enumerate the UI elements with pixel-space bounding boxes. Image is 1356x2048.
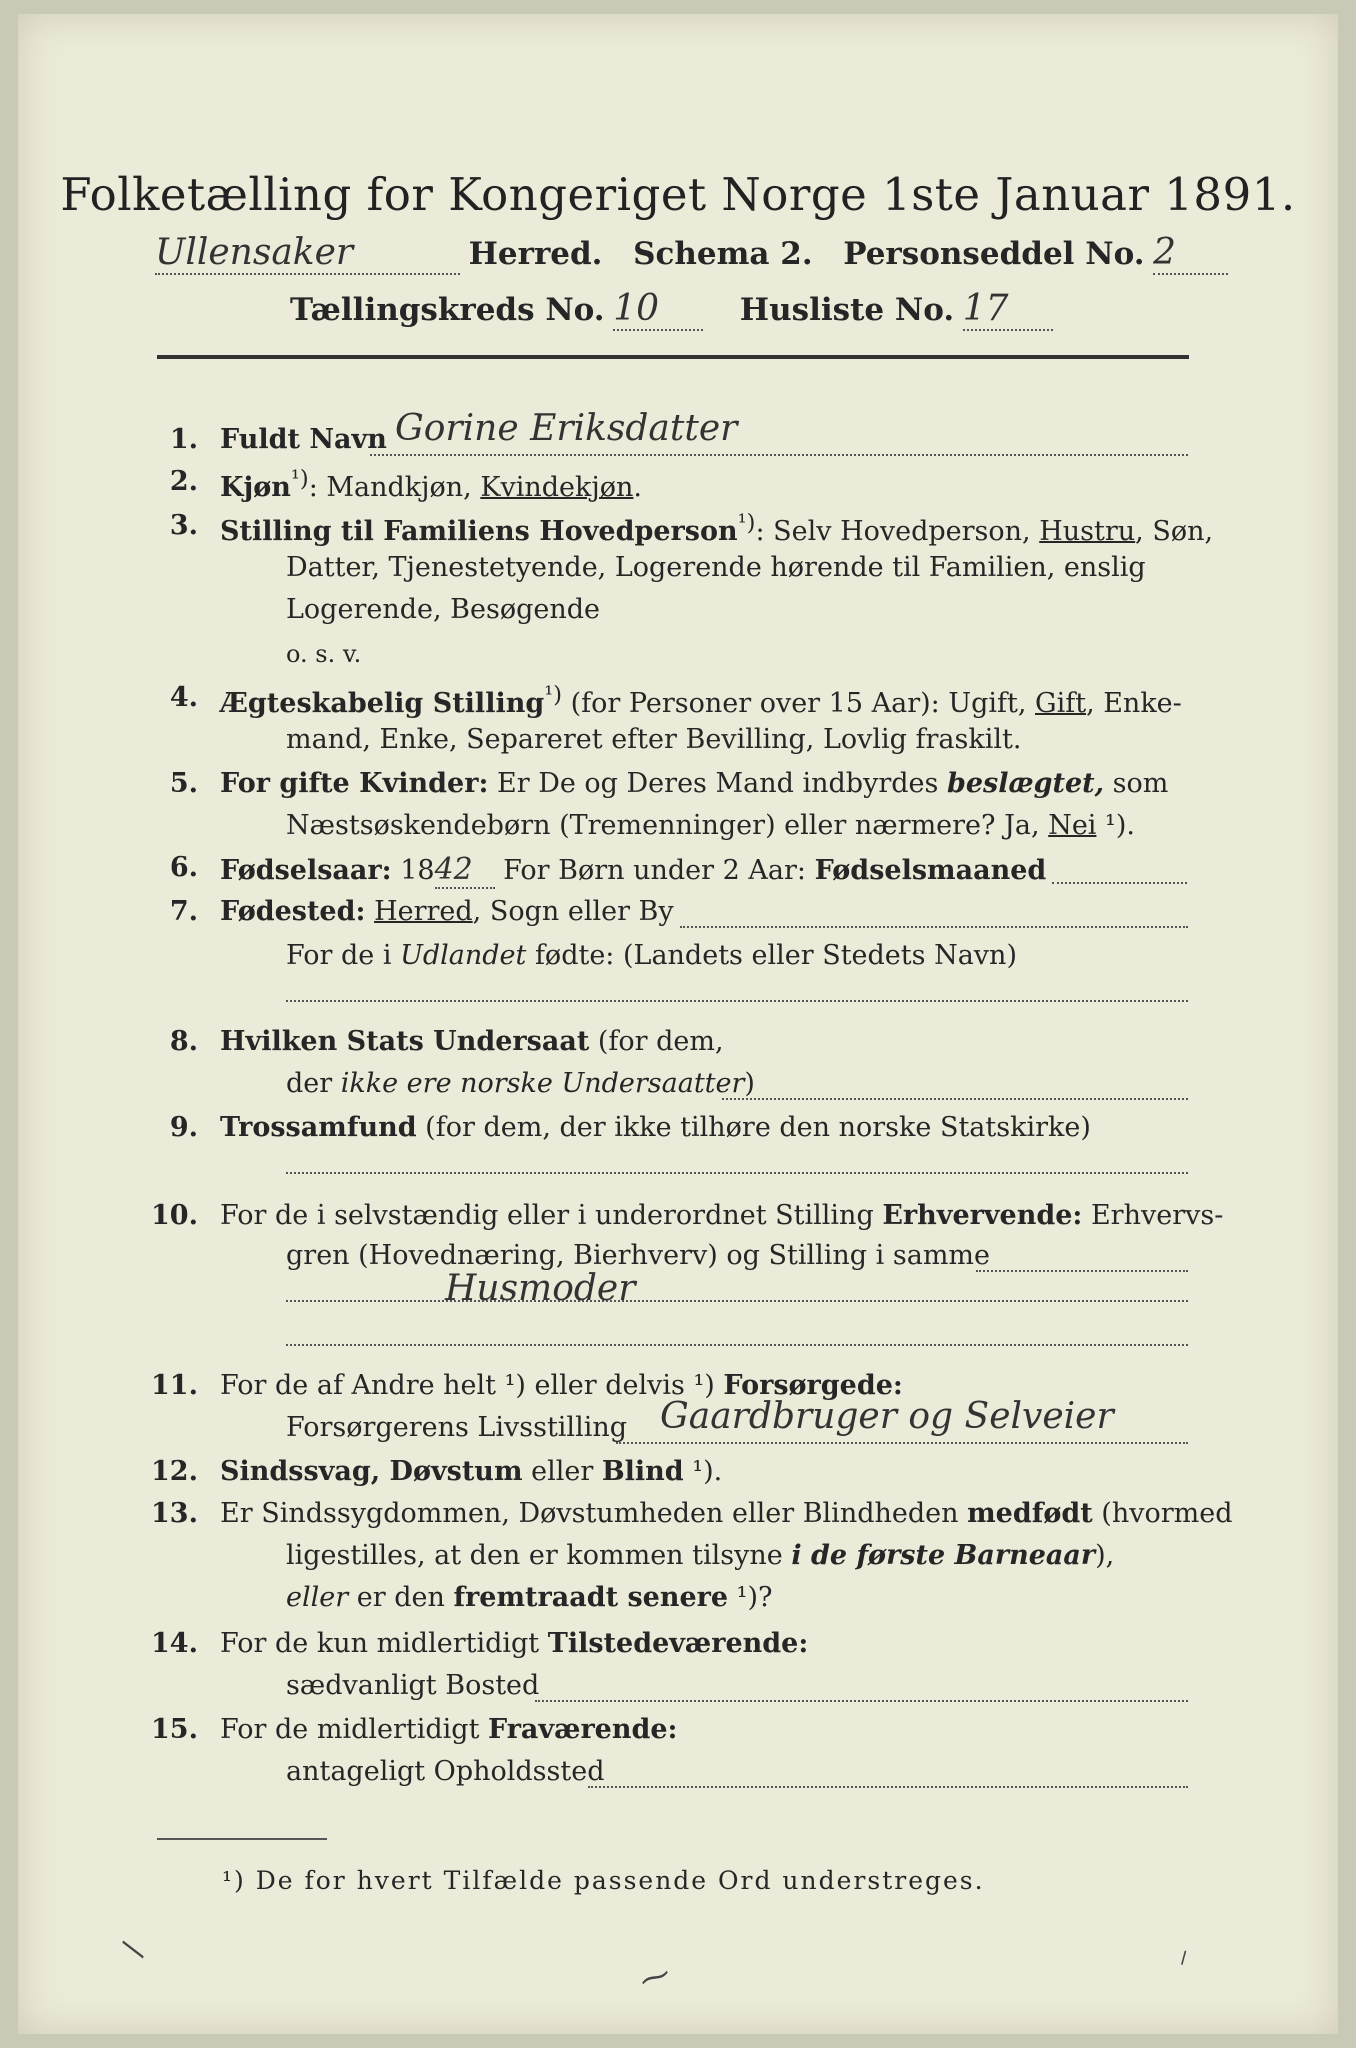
q15-field-line [588, 1786, 1188, 1788]
header-rule [157, 355, 1189, 359]
q6-number: 6. [169, 852, 198, 883]
q15-line: For de midlertidigt Fraværende: [220, 1714, 678, 1745]
personseddel-label: Personseddel No. [843, 236, 1145, 272]
husliste-value: 17 [963, 288, 1053, 331]
q11-number: 11. [151, 1370, 198, 1401]
q10-field-line2 [286, 1300, 1188, 1302]
q10-field-line3 [286, 1344, 1188, 1346]
q7-selected: Herred [374, 896, 473, 927]
q7-field-line2 [286, 1000, 1188, 1002]
kreds-line [290, 288, 1053, 331]
q5-selected: Nei [1048, 810, 1097, 841]
q7-number: 7. [169, 896, 198, 927]
q11-value: Gaardbruger og Selveier [660, 1396, 1114, 1437]
footnote: ¹) De for hvert Tilfælde passende Ord understreges. [222, 1866, 985, 1895]
pen-mark: ⁓ [634, 1955, 676, 2000]
q10-line: For de i selvstændig eller i underordnet Stilling Erhvervende: Erhvervs- [220, 1200, 1224, 1231]
q1-value: Gorine Eriksdatter [395, 408, 738, 449]
q11-line2: Forsørgerens Livsstilling [286, 1412, 628, 1443]
q14-field-line [535, 1700, 1188, 1702]
q1-number: 1. [169, 424, 198, 455]
schema-label: Schema 2. [633, 236, 813, 272]
q14-line: For de kun midlertidigt Tilstedeværende: [220, 1628, 809, 1659]
q7-line2: For de i Udlandet fødte: (Landets eller Stedets Navn) [286, 940, 1017, 971]
kreds-label: Tællingskreds No. [290, 292, 605, 328]
q3-line3: Logerende, Besøgende [286, 594, 600, 625]
q8-field-line [722, 1098, 1188, 1100]
q4-selected: Gift [1035, 688, 1087, 719]
q12-number: 12. [151, 1456, 198, 1487]
q3-line2: Datter, Tjenestetyende, Logerende hørende til Familien, enslig [286, 552, 1146, 583]
q3-line4: o. s. v. [286, 640, 362, 668]
herred-line [155, 232, 1228, 275]
herred-label: Herred. [468, 236, 603, 272]
q5-line2: Næstsøskendebørn (Tremenninger) eller nærmere? Ja, Nei ¹). [286, 810, 1135, 841]
q1-line [220, 424, 387, 455]
kreds-value: 10 [613, 288, 703, 331]
q7-line: Fødested: Herred, Sogn eller By [220, 896, 674, 927]
q9-field-line [286, 1172, 1188, 1174]
q5-number: 5. [169, 768, 198, 799]
q12-line: Sindssvag, Døvstum eller Blind ¹). [220, 1456, 723, 1487]
footnote-rule [157, 1838, 327, 1840]
q14-line2: sædvanligt Bosted [286, 1670, 540, 1701]
q4-line: Ægteskabelig Stilling$^{^1)}$ (for Personer over 15 Aar): Ugift, Gift, Enke- [220, 682, 1182, 719]
q6-line: Fødselsaar: 1842 For Børn under 2 Aar: Fødselsmaaned [220, 852, 1047, 887]
q7-field-line [680, 926, 1188, 928]
q3-number: 3. [169, 510, 198, 541]
q10-number: 10. [151, 1200, 198, 1231]
q13-line3: eller er den fremtraadt senere ¹)? [286, 1582, 773, 1613]
q1-label: Fuldt Navn [220, 424, 387, 455]
q10-value: Husmoder [445, 1268, 636, 1309]
q9-line: Trossamfund (for dem, der ikke tilhøre den norske Statskirke) [220, 1112, 1091, 1143]
q3-line: Stilling til Familiens Hovedperson$^{^1)}$: Selv Hovedperson, Hustru, Søn, [220, 510, 1214, 547]
q9-number: 9. [169, 1112, 198, 1143]
personseddel-value: 2 [1153, 232, 1228, 275]
herred-value: Ullensaker [155, 232, 460, 275]
q13-line: Er Sindssygdommen, Døvstumheden eller Blindheden medfødt (hvormed [220, 1498, 1233, 1529]
q8-line2: der ikke ere norske Undersaatter) [286, 1068, 755, 1099]
q2-number: 2. [169, 466, 198, 497]
q15-line2: antageligt Opholdssted [286, 1756, 605, 1787]
q15-number: 15. [151, 1714, 198, 1745]
q10-field-line [976, 1270, 1188, 1272]
q4-number: 4. [169, 682, 198, 713]
husliste-label: Husliste No. [739, 292, 955, 328]
q13-number: 13. [151, 1498, 198, 1529]
q14-number: 14. [151, 1628, 198, 1659]
q10-line2: gren (Hovednæring, Bierhverv) og Stilling i samme [286, 1240, 991, 1271]
q6-month-line [1052, 882, 1187, 884]
pen-mark: ⸝ [1165, 1933, 1196, 1972]
pen-mark: / [114, 1938, 152, 1961]
q11-line: For de af Andre helt ¹) eller delvis ¹) Forsørgede: [220, 1370, 903, 1401]
form-title: Folketælling for Kongeriget Norge 1ste Januar 1891. [60, 168, 1296, 221]
q5-line: For gifte Kvinder: Er De og Deres Mand indbyrdes beslægtet, som [220, 768, 1169, 799]
q8-number: 8. [169, 1026, 198, 1057]
q4-line2: mand, Enke, Separeret efter Bevilling, Lovlig fraskilt. [286, 724, 1022, 755]
q2-line: Kjøn$^{^1)}$: Mandkjøn, Kvindekjøn. [220, 466, 643, 503]
q3-selected: Hustru [1039, 516, 1136, 547]
q11-field-line [616, 1442, 1188, 1444]
q2-selected: Kvindekjøn [480, 472, 634, 503]
q1-field-line [370, 454, 1188, 456]
q6-value: 42 [434, 852, 473, 887]
q13-line2: ligestilles, at den er kommen tilsyne i de første Barneaar), [286, 1540, 1115, 1571]
q8-line: Hvilken Stats Undersaat (for dem, [220, 1026, 724, 1057]
